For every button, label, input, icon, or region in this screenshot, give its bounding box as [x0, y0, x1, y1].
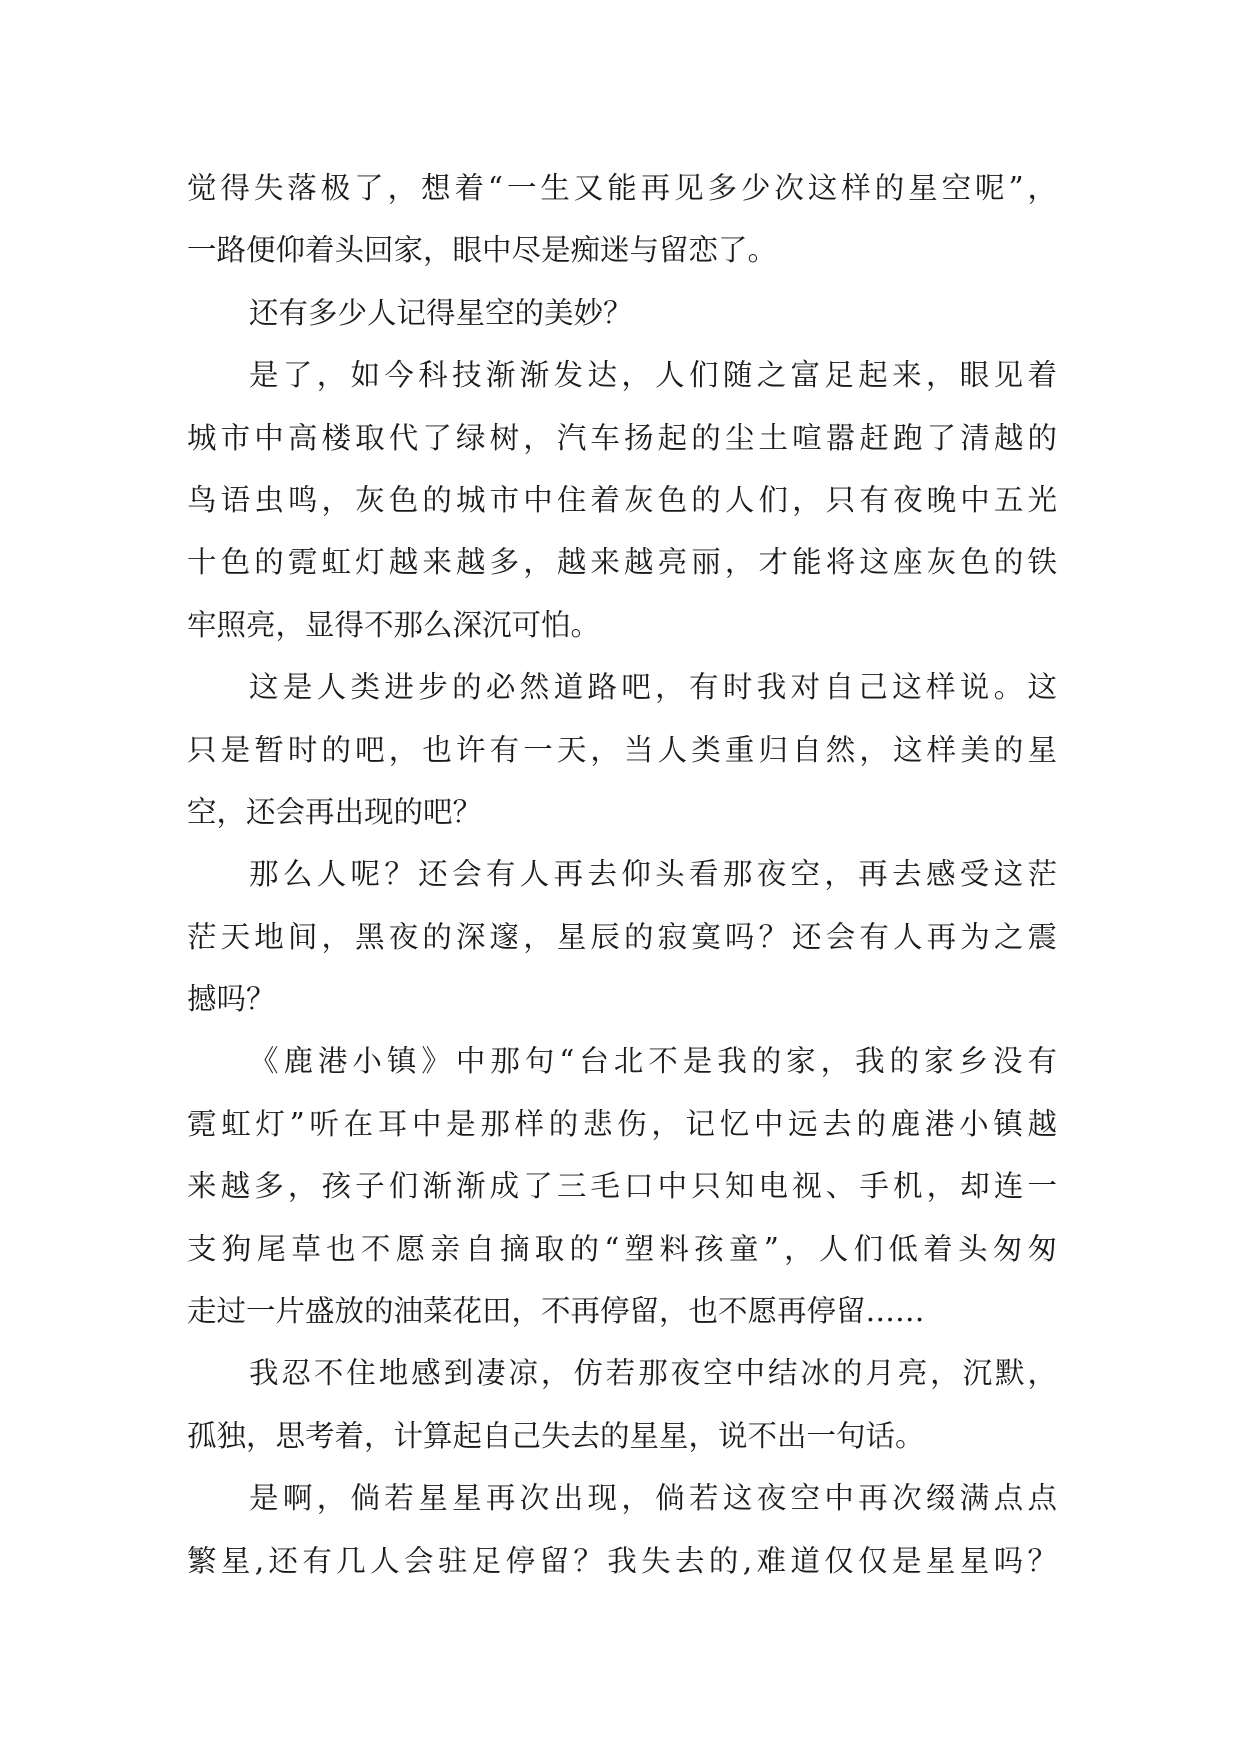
text-line: 城市中高楼取代了绿树，汽车扬起的尘土喧嚣赶跑了清越的 — [187, 420, 1057, 455]
text-line: 孤独，思考着，计算起自己失去的星星，说不出一句话。 — [187, 1418, 925, 1453]
text-line: 那么人呢？还会有人再去仰头看那夜空，再去感受这茫 — [249, 857, 1057, 892]
text-line: 只是暂时的吧，也许有一天，当人类重归自然，这样美的星 — [187, 732, 1057, 767]
text-line: 撼吗？ — [187, 982, 276, 1017]
text-line: 一路便仰着头回家，眼中尽是痴迷与留恋了。 — [187, 233, 778, 268]
essay-body — [187, 157, 1057, 1592]
text-line: 支狗尾草也不愿亲自摘取的“塑料孩童”，人们低着头匆匆 — [187, 1231, 1057, 1266]
text-line: 还有多少人记得星空的美妙？ — [249, 295, 633, 330]
text-line: 霓虹灯”听在耳中是那样的悲伤，记忆中远去的鹿港小镇越 — [187, 1106, 1057, 1141]
text-line: 茫天地间，黑夜的深邃，星辰的寂寞吗？还会有人再为之震 — [187, 919, 1057, 954]
text-line: 走过一片盛放的油菜花田，不再停留，也不愿再停留…… — [187, 1294, 925, 1329]
text-line: 十色的霓虹灯越来越多，越来越亮丽，才能将这座灰色的铁 — [187, 545, 1057, 580]
text-line: 来越多，孩子们渐渐成了三毛口中只知电视、手机，却连一 — [187, 1169, 1057, 1204]
text-line: 牢照亮，显得不那么深沉可怕。 — [187, 607, 601, 642]
text-line: 这是人类进步的必然道路吧，有时我对自己这样说。这 — [249, 670, 1057, 705]
text-line: 空，还会再出现的吧？ — [187, 794, 483, 829]
text-line: 是了，如今科技渐渐发达，人们随之富足起来，眼见着 — [249, 358, 1057, 393]
text-line: 觉得失落极了，想着“一生又能再见多少次这样的星空呢”， — [187, 171, 1057, 205]
text-line: 《鹿港小镇》中那句“台北不是我的家，我的家乡没有 — [249, 1044, 1057, 1079]
text-line: 我忍不住地感到凄凉，仿若那夜空中结冰的月亮，沉默， — [249, 1356, 1057, 1391]
text-line: 是啊，倘若星星再次出现，倘若这夜空中再次缀满点点 — [249, 1481, 1057, 1516]
text-line: 鸟语虫鸣，灰色的城市中住着灰色的人们，只有夜晚中五光 — [187, 482, 1057, 517]
text-line: 繁星,还有几人会驻足停留？我失去的,难道仅仅是星星吗？ — [187, 1543, 1057, 1578]
